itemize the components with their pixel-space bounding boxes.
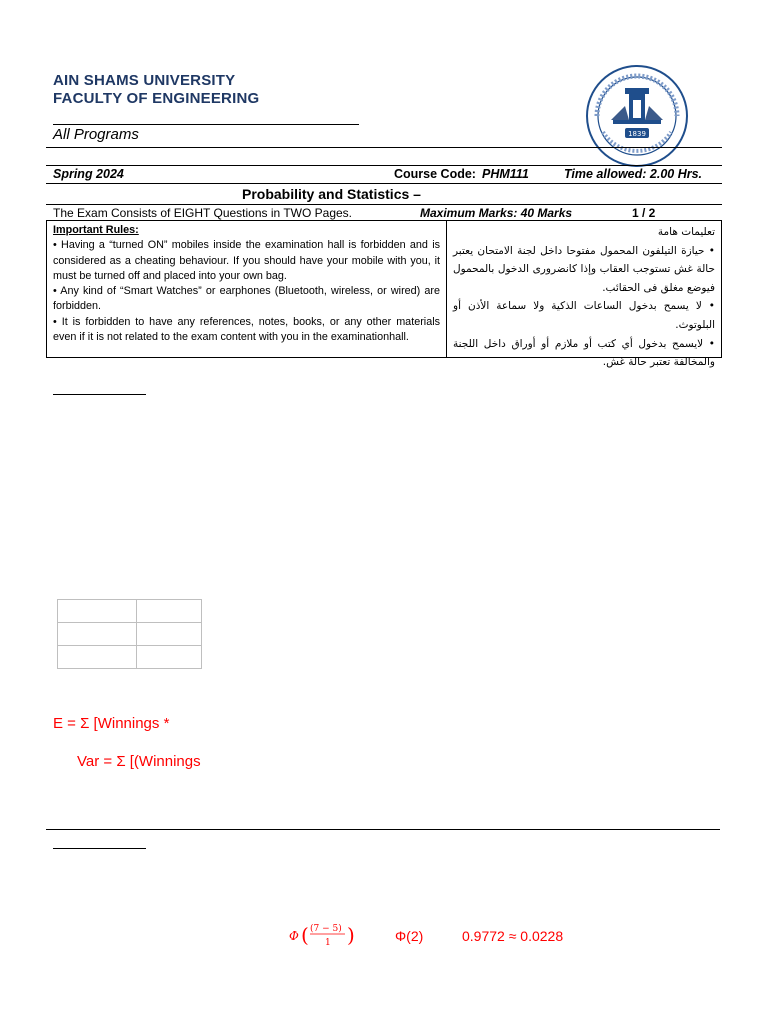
rule-item: • Any kind of “Smart Watches” or earphones (Bluetooth, wireless, or wired) are forbidden.: [53, 285, 440, 313]
header-rule: [53, 124, 359, 125]
svg-text:Φ: Φ: [289, 929, 299, 943]
programs-label: All Programs: [53, 126, 139, 143]
svg-text:(: (: [301, 923, 309, 947]
rule-top: [46, 147, 722, 148]
expectation-formula: E = Σ [Winnings *: [53, 715, 170, 732]
table-cell: [137, 646, 202, 669]
table-cell: [58, 623, 137, 646]
university-name: [53, 72, 259, 108]
table-cell: [58, 646, 137, 669]
table-cell: [137, 600, 202, 623]
rule-item: • It is forbidden to have any references, notes, books, or any other materials even if it is not related to the exam content with you in the examinationhall.: [53, 315, 440, 344]
rule-item-ar: • حيازة التيلفون المحمول مفتوحا داخل لجنة الامتحان يعتبر حالة غش تستوجب العقاب وإذا كانضرورى الدخول بالمحمول فيوضع مغلق فى الحقائب.: [453, 244, 715, 294]
page-number: 1 / 2: [632, 206, 656, 220]
question-2-heading-underline: [53, 848, 146, 849]
course-code-label: Course Code:: [394, 167, 476, 181]
rule-item-ar: • لايسمح بدخول أي كتب أو ملازم أو أوراق داخل اللجنة والمخالفة تعتبر حالة غش.: [453, 337, 715, 369]
rules-english: [47, 221, 447, 357]
question-1-heading-underline: [53, 394, 146, 395]
table-row: [58, 623, 202, 646]
z-score-formula: [289, 922, 359, 953]
faculty-title: FACULTY OF ENGINEERING: [53, 90, 260, 107]
section-divider: [46, 829, 720, 830]
svg-text:1: 1: [325, 938, 331, 948]
term: Spring 2024: [53, 167, 124, 181]
exam-consists: The Exam Consists of EIGHT Questions in TWO Pages.: [53, 206, 352, 220]
logo-year: 1839: [628, 130, 646, 138]
svg-text:): ): [347, 923, 355, 947]
probability-result: 0.9772 ≈ 0.0228: [462, 928, 564, 944]
rules-heading-ar: تعليمات هامة: [657, 226, 715, 238]
table-cell: [137, 623, 202, 646]
table-row: [58, 646, 202, 669]
university-title: AIN SHAMS UNIVERSITY: [53, 72, 236, 89]
rule-item-ar: • لا يسمح بدخول الساعات الذكية ولا سماعة الأذن أو البلوتوث.: [453, 300, 715, 331]
variance-formula: Var = Σ [(Winnings: [77, 753, 201, 770]
faculty-logo: [585, 64, 689, 168]
question-1-table: [57, 599, 202, 669]
svg-text:(7 − 5): (7 − 5): [310, 924, 342, 934]
rules-box: [46, 220, 722, 369]
course-code: PHM111: [482, 167, 529, 181]
rules-heading: Important Rules:: [53, 224, 139, 236]
table-cell: [58, 600, 137, 623]
course-title: Probability and Statistics –: [242, 186, 421, 202]
phi-value: Φ(2): [395, 928, 424, 944]
rule-item: • Having a “turned ON” mobiles inside the examination hall is forbidden and is considered as a cheating behaviour. If you should have your mobile with you, it must be turned off and placed into your own bag.: [53, 239, 440, 282]
z-score-formula-graphic: [289, 922, 359, 950]
max-marks: Maximum Marks: 40 Marks: [420, 206, 573, 220]
rules-arabic: [447, 221, 721, 369]
exam-meta-row: [46, 205, 722, 220]
time-allowed: Time allowed: 2.00 Hrs.: [564, 167, 703, 181]
exam-info-row: [46, 166, 722, 183]
rule-info-bottom: [46, 183, 722, 184]
table-row: [58, 600, 202, 623]
